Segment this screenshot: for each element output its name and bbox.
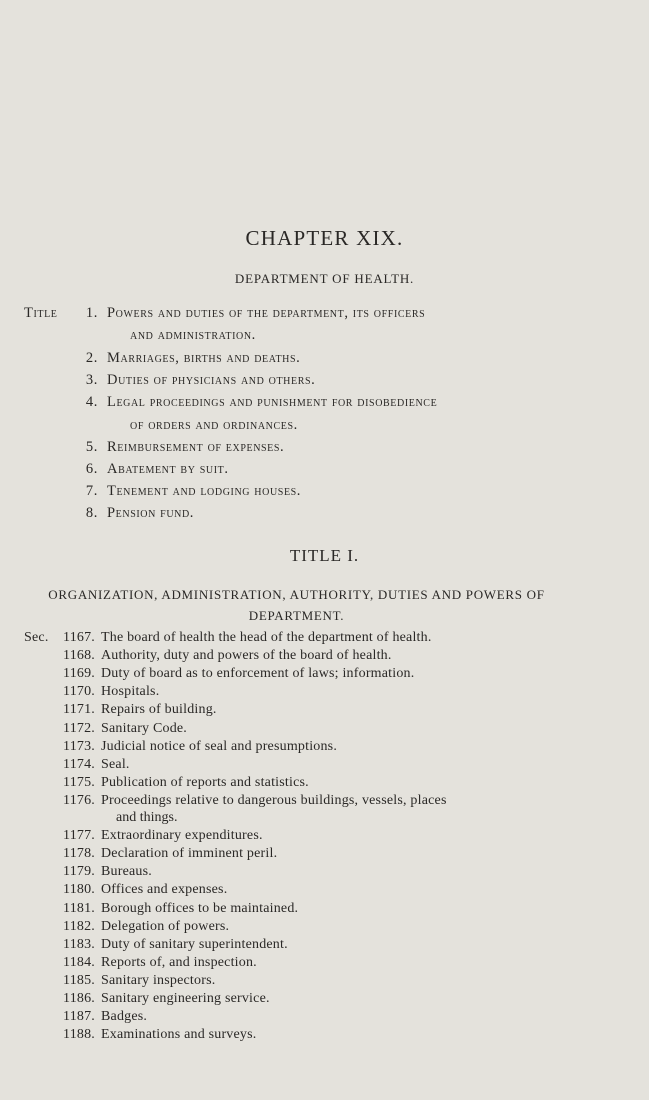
section-number: 1185. — [63, 972, 95, 988]
title-text: Legal proceedings and punishment for disobedience — [107, 394, 438, 410]
section-text: Sanitary Code. — [101, 720, 188, 736]
department-heading: DEPARTMENT OF HEALTH. — [234, 271, 415, 286]
section-number: 1186. — [63, 991, 95, 1006]
section-text: Judicial notice of seal and presumptions. — [101, 738, 338, 754]
section-text: Badges. — [101, 1009, 148, 1025]
title-text: Duties of physicians and others. — [107, 372, 316, 388]
section-number: 1173. — [63, 738, 95, 754]
section-number: 1181. — [63, 900, 95, 916]
title-text: Powers and duties of the department, its officers — [107, 305, 426, 321]
section-number: 1175. — [63, 774, 95, 790]
section-number: 1168. — [63, 648, 95, 664]
section-text: Proceedings relative to dangerous buildings, vessels, places — [101, 792, 447, 808]
title-text: Reimbursement of expenses. — [107, 439, 285, 455]
title-label: Title — [24, 305, 58, 321]
section-text: Hospitals. — [101, 684, 160, 700]
title-number: 3. — [85, 372, 98, 388]
title-text: Tenement and lodging houses. — [107, 483, 302, 499]
title-text: Pension fund. — [107, 505, 195, 521]
section-text: Sanitary inspectors. — [101, 972, 216, 988]
title-number: 6. — [85, 461, 98, 477]
section-number: 1180. — [63, 882, 95, 898]
title-number: 1. — [85, 305, 98, 321]
section-text: Borough offices to be maintained. — [101, 900, 299, 916]
section-text: Bureaus. — [101, 864, 152, 880]
section-number: 1169. — [63, 666, 95, 682]
section-number: 1172. — [63, 720, 95, 736]
section-text: Extraordinary expenditures. — [101, 828, 263, 844]
section-number: 1176. — [63, 792, 95, 808]
title-number: 5. — [85, 439, 98, 455]
section-text: Examinations and surveys. — [101, 1027, 257, 1043]
section-number: 1177. — [63, 828, 95, 844]
section-number: 1171. — [63, 702, 95, 718]
section-text: Delegation of powers. — [101, 918, 230, 934]
section-number: 1183. — [63, 936, 95, 952]
section-number: 1182. — [63, 918, 95, 934]
section-number: 1167. — [63, 630, 95, 645]
title-text: Abatement by suit. — [107, 461, 229, 477]
section-text: Duty of board as to enforcement of laws; information. — [101, 666, 415, 682]
section-number: 1187. — [63, 1009, 95, 1025]
title-one-subheading: ORGANIZATION, ADMINISTRATION, AUTHORITY, DUTIES AND POWERS OF DEPARTMENT. — [48, 587, 545, 623]
title-number: 2. — [85, 350, 98, 366]
title-text: Marriages, births and deaths. — [107, 350, 301, 366]
section-text: Duty of sanitary superintendent. — [101, 936, 288, 952]
section-text: Reports of, and inspection. — [101, 954, 257, 970]
section-number: 1179. — [63, 864, 95, 880]
section-text: Sanitary engineering service. — [101, 991, 270, 1006]
section-text: The board of health the head of the department of health. — [101, 630, 432, 645]
section-number: 1188. — [63, 1027, 95, 1043]
title-number: 8. — [85, 505, 98, 521]
title-continuation: of orders and ordinances. — [130, 417, 298, 433]
section-text: Publication of reports and statistics. — [101, 774, 309, 790]
section-text: Authority, duty and powers of the board of health. — [101, 648, 392, 664]
section-text: Seal. — [101, 756, 130, 772]
section-number: 1178. — [63, 846, 95, 862]
section-text: Declaration of imminent peril. — [101, 846, 278, 862]
title-number: 4. — [85, 394, 98, 410]
section-text: Offices and expenses. — [101, 882, 228, 898]
section-prefix: Sec. — [24, 630, 49, 645]
title-continuation: and administration. — [130, 327, 256, 343]
title-one-heading: TITLE I. — [289, 546, 360, 565]
section-number: 1184. — [63, 954, 95, 970]
section-number: 1174. — [63, 756, 95, 772]
section-text: Repairs of building. — [101, 702, 217, 718]
section-continuation: and things. — [116, 810, 178, 825]
section-number: 1170. — [63, 684, 95, 700]
chapter-heading: CHAPTER XIX. — [245, 226, 404, 250]
title-number: 7. — [85, 483, 98, 499]
